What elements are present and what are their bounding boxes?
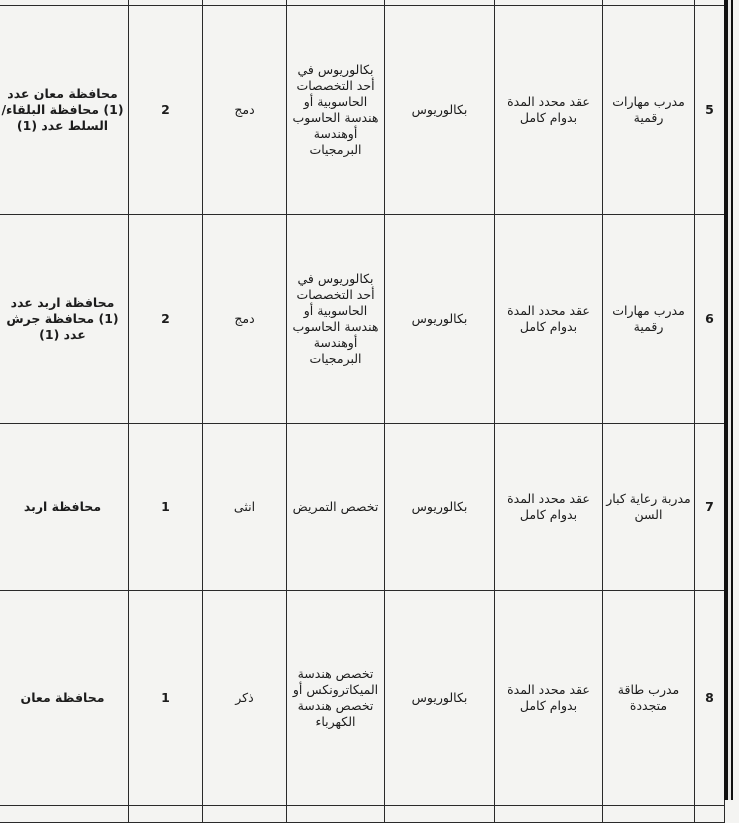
vacancy-count: 2 [129, 6, 203, 215]
degree: بكالوريوس [385, 6, 495, 215]
table-row [0, 424, 725, 591]
job-title: مدرب طاقة متجددة [603, 591, 695, 806]
table-row [0, 591, 725, 806]
vacancy-count: 1 [129, 591, 203, 806]
contract-type: عقد محدد المدة بدوام كامل [495, 424, 603, 591]
degree: بكالوريوس [385, 591, 495, 806]
specialization: بكالوريوس في أحد التخصصات الحاسوبية أو هندسة الحاسوب أوهندسة البرمجيات [287, 215, 385, 424]
location: محافظة معان [0, 591, 129, 806]
gender: دمج [203, 6, 287, 215]
table-row-bottom-stub [0, 806, 725, 823]
specialization: تخصص هندسة الميكاترونكس أو تخصص هندسة الكهرباء [287, 591, 385, 806]
table-row [0, 215, 725, 424]
gender: دمج [203, 215, 287, 424]
contract-type: عقد محدد المدة بدوام كامل [495, 215, 603, 424]
gender: انثى [203, 424, 287, 591]
location: محافظة اربد [0, 424, 129, 591]
row-number: 5 [695, 6, 725, 215]
row-number: 6 [695, 215, 725, 424]
vacancy-count: 1 [129, 424, 203, 591]
specialization: تخصص التمريض [287, 424, 385, 591]
row-number: 8 [695, 591, 725, 806]
table-row [0, 6, 725, 215]
location: محافظة اربد عدد (1) محافظة جرش عدد (1) [0, 215, 129, 424]
row-number: 7 [695, 424, 725, 591]
job-title: مدرب مهارات رقمية [603, 215, 695, 424]
degree: بكالوريوس [385, 424, 495, 591]
degree: بكالوريوس [385, 215, 495, 424]
contract-type: عقد محدد المدة بدوام كامل [495, 591, 603, 806]
location: محافظة معان عدد (1) محافظة البلقاء/ السلط عدد (1) [0, 6, 129, 215]
page-border-line-outer [731, 0, 733, 800]
contract-type: عقد محدد المدة بدوام كامل [495, 6, 603, 215]
job-title: مدرب مهارات رقمية [603, 6, 695, 215]
gender: ذكر [203, 591, 287, 806]
job-title: مدربة رعاية كبار السن [603, 424, 695, 591]
specialization: بكالوريوس في أحد التخصصات الحاسوبية أو هندسة الحاسوب أوهندسة البرمجيات [287, 6, 385, 215]
vacancy-count: 2 [129, 215, 203, 424]
